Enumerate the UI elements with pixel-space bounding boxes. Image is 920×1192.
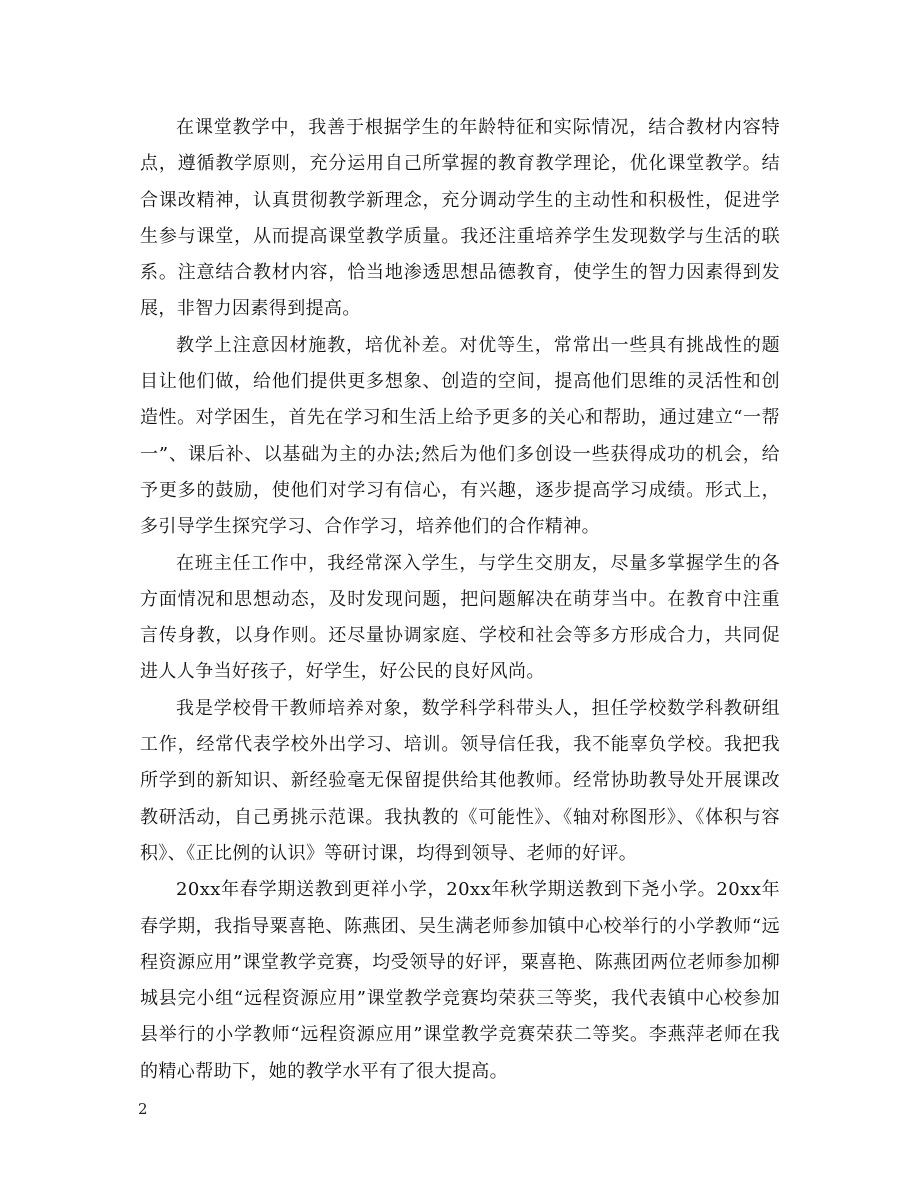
paragraph-individualized-teaching: 教学上注意因材施教，培优补差。对优等生，常常出一些具有挑战性的题目让他们做，给他们提供更多想象、创造的空间，提高他们思维的灵活性和创造性。对学困生，首先在学习和生活上给予更多的关心和帮助，通过建立“一帮一”、课后补、以基础为主的办法;然后为他们多创设一些获得成功的机会，给予更多的鼓励，使他们对学习有信心，有兴趣，逐步提高学习成绩。形式上，多引导学生探究学习、合作学习，培养他们的合作精神。 <box>140 334 780 538</box>
paragraph-backbone-teacher: 我是学校骨干教师培养对象，数学科学科带头人，担任学校数学科教研组工作，经常代表学校外出学习、培训。领导信任我，我不能辜负学校。我把我所学到的新知识、新经验毫无保留提供给其他教师。经常协助教导处开展课改教研活动，自己勇挑示范课。我执教的《可能性》、《轴对称图形》、《体积与容积》、《正比例的认识》等研讨课，均得到领导、老师的好评。 <box>140 697 780 864</box>
paragraph-class-teacher-work: 在班主任工作中，我经常深入学生，与学生交朋友，尽量多掌握学生的各方面情况和思想动态，及时发现问题，把问题解决在萌芽当中。在教育中注重言传身教，以身作则。还尽量协调家庭、学校和社会等多方形成合力，共同促进人人争当好孩子，好学生，好公民的良好风尚。 <box>140 552 780 683</box>
document-body <box>140 110 780 1090</box>
paragraph-classroom-teaching: 在课堂教学中，我善于根据学生的年龄特征和实际情况，结合教材内容特点，遵循教学原则，充分运用自己所掌握的教育教学理论，优化课堂教学。结合课改精神，认真贯彻教学新理念，充分调动学生的主动性和积极性，促进学生参与课堂，从而提高课堂教学质量。我还注重培养学生发现数学与生活的联系。注意结合教材内容，恰当地渗透思想品德教育，使学生的智力因素得到发展，非智力因素得到提高。 <box>140 117 780 320</box>
paragraph-outreach-teaching: 20xx年春学期送教到更祥小学，20xx年秋学期送教到下尧小学。20xx年春学期，我指导粟喜艳、陈燕团、吴生满老师参加镇中心校举行的小学教师“远程资源应用”课堂教学竞赛，均受领导的好评，粟喜艳、陈燕团两位老师参加柳城县完小组“远程资源应用”课堂教学竞赛均荣获三等奖，我代表镇中心校参加县举行的小学教师“远程资源应用”课堂教学竞赛荣获二等奖。李燕萍老师在我的精心帮助下，她的教学水平有了很大提高。 <box>140 879 780 1082</box>
page-number: 2 <box>138 1100 148 1118</box>
